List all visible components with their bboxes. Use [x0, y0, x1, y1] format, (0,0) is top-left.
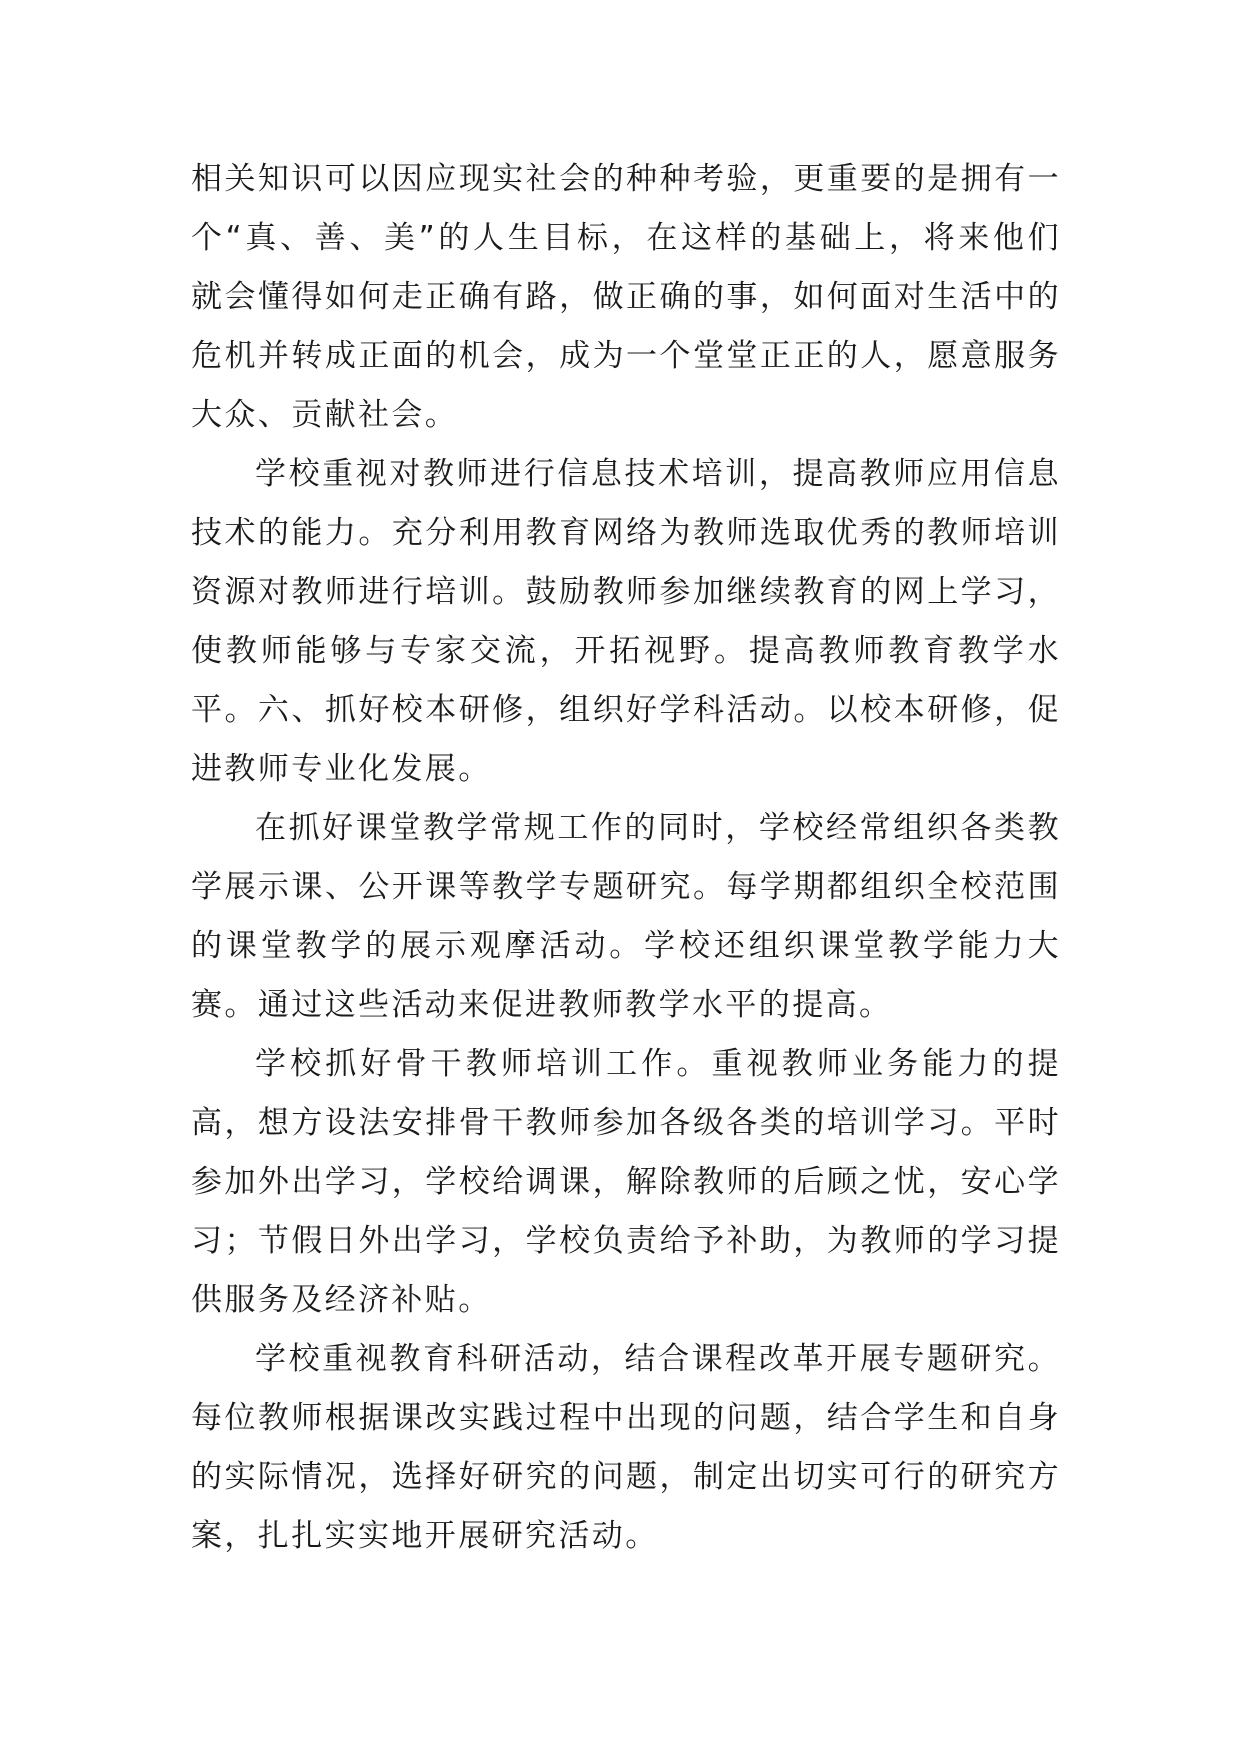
paragraph-backbone-teachers: 学校抓好骨干教师培训工作。重视教师业务能力的提高，想方设法安排骨干教师参加各级各类的培训学习。平时参加外出学习，学校给调课，解除教师的后顾之忧，安心学习；节假日外出学习，学校负责给予补助，为教师的学习提供服务及经济补贴。	[191, 1046, 1061, 1318]
paragraph-continued: 相关知识可以因应现实社会的种种考验，更重要的是拥有一个“真、善、美”的人生目标，在这样的基础上，将来他们就会懂得如何走正确有路，做正确的事，如何面对生活中的危机并转成正面的机会，成为一个堂堂正正的人，愿意服务大众、贡献社会。	[191, 161, 1061, 433]
paragraph-research: 学校重视教育科研活动，结合课程改革开展专题研究。每位教师根据课改实践过程中出现的问题，结合学生和自身的实际情况，选择好研究的问题，制定出切实可行的研究方案，扎扎实实地开展研究活动。	[191, 1341, 1061, 1554]
paragraph-it-training: 学校重视对教师进行信息技术培训，提高教师应用信息技术的能力。充分利用教育网络为教师选取优秀的教师培训资源对教师进行培训。鼓励教师参加继续教育的网上学习，使教师能够与专家交流，开拓视野。提高教师教育教学水平。六、抓好校本研修，组织好学科活动。以校本研修，促进教师专业化发展。	[191, 456, 1061, 787]
document-body	[191, 150, 1061, 1566]
paragraph-classroom-teaching: 在抓好课堂教学常规工作的同时，学校经常组织各类教学展示课、公开课等教学专题研究。每学期都组织全校范围的课堂教学的展示观摩活动。学校还组织课堂教学能力大赛。通过这些活动来促进教师教学水平的提高。	[191, 810, 1061, 1023]
